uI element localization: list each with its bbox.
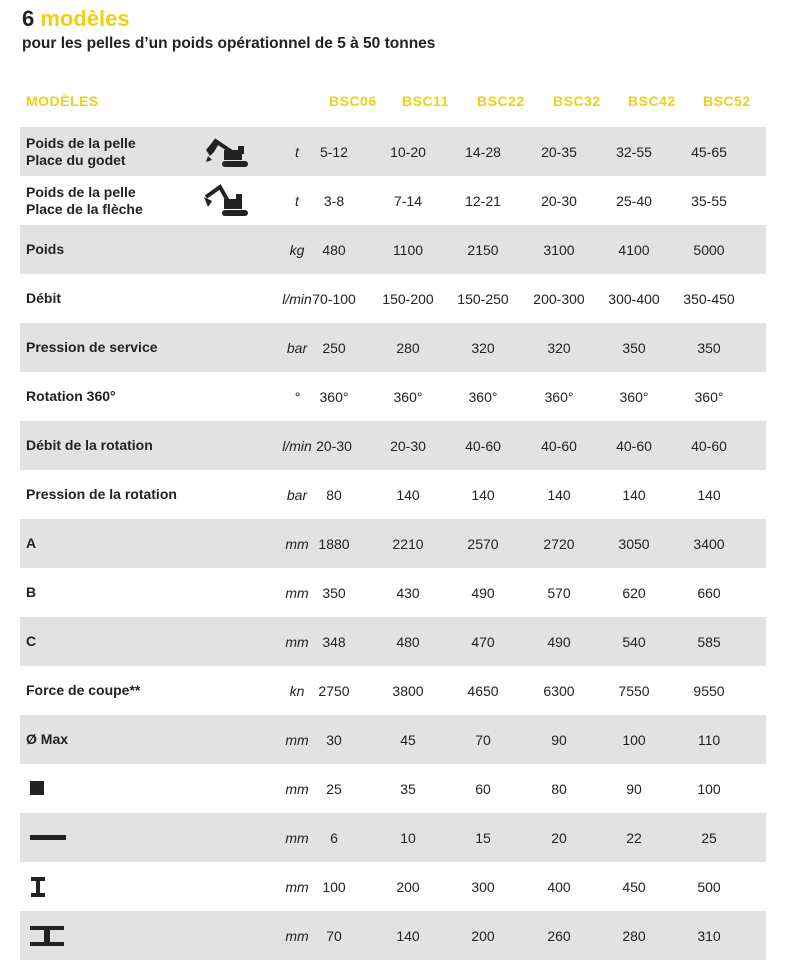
cell-value: 40-60 bbox=[616, 437, 652, 454]
cell-value: 15 bbox=[475, 829, 491, 846]
row-label bbox=[26, 568, 36, 617]
cell-value: 490 bbox=[547, 633, 571, 650]
cell-value: 500 bbox=[697, 878, 721, 895]
cell-value: 25 bbox=[326, 780, 342, 797]
row-label-line: Poids de la pelle bbox=[26, 183, 136, 200]
row-label-line: Place du godet bbox=[26, 151, 126, 168]
row-label-line: C bbox=[26, 633, 37, 649]
row-unit: l/min bbox=[282, 437, 312, 454]
cell-value: 7-14 bbox=[393, 192, 423, 209]
cell-value: 2720 bbox=[543, 535, 575, 552]
row-label-line: Force de coupe** bbox=[26, 682, 141, 698]
header-model: BSC11 bbox=[402, 93, 449, 109]
cell-value: 2750 bbox=[318, 682, 350, 699]
row-label-line: Débit de la rotation bbox=[26, 437, 153, 453]
row-unit: mm bbox=[285, 633, 309, 650]
cell-value: 4100 bbox=[618, 241, 650, 258]
header-model: BSC22 bbox=[477, 93, 525, 109]
cell-value: 1100 bbox=[392, 241, 424, 258]
cell-value: 5-12 bbox=[319, 143, 349, 160]
cell-value: 35-55 bbox=[691, 192, 727, 209]
cell-value: 140 bbox=[547, 486, 571, 503]
cell-value: 100 bbox=[622, 731, 646, 748]
table-row bbox=[20, 225, 766, 274]
row-unit: kn bbox=[289, 682, 305, 699]
cell-value: 20-30 bbox=[316, 437, 352, 454]
cell-value: 660 bbox=[697, 584, 721, 601]
cell-value: 20 bbox=[551, 829, 567, 846]
table-row bbox=[20, 666, 766, 715]
cell-value: 140 bbox=[622, 486, 646, 503]
cell-value: 300-400 bbox=[608, 290, 660, 307]
cell-value: 30 bbox=[326, 731, 342, 748]
table-row bbox=[20, 127, 766, 176]
table-row bbox=[20, 764, 766, 813]
row-label bbox=[26, 127, 136, 176]
cell-value: 360° bbox=[694, 388, 724, 405]
cell-value: 20-35 bbox=[541, 143, 577, 160]
cell-value: 6300 bbox=[543, 682, 575, 699]
header-models-label: MODÈLES bbox=[26, 93, 99, 109]
cell-value: 200-300 bbox=[533, 290, 585, 307]
row-unit: mm bbox=[285, 829, 309, 846]
row-unit: mm bbox=[285, 584, 309, 601]
row-label-line: A bbox=[26, 535, 37, 551]
cell-value: 490 bbox=[471, 584, 495, 601]
cell-value: 350 bbox=[622, 339, 646, 356]
row-unit: l/min bbox=[282, 290, 312, 307]
cell-value: 200 bbox=[396, 878, 420, 895]
cell-value: 90 bbox=[626, 780, 642, 797]
table-row bbox=[20, 862, 766, 911]
cell-value: 20-30 bbox=[541, 192, 577, 209]
cell-value: 5000 bbox=[693, 241, 725, 258]
cell-value: 540 bbox=[622, 633, 646, 650]
cell-value: 360° bbox=[393, 388, 423, 405]
cell-value: 360° bbox=[468, 388, 498, 405]
cell-value: 150-250 bbox=[457, 290, 509, 307]
table-header bbox=[20, 88, 766, 116]
table-row bbox=[20, 911, 766, 960]
cell-value: 40-60 bbox=[465, 437, 501, 454]
header-model: BSC52 bbox=[703, 93, 751, 109]
cell-value: 70 bbox=[326, 927, 342, 944]
row-label-line: Place de la flèche bbox=[26, 200, 143, 217]
row-label bbox=[26, 372, 116, 421]
cell-value: 60 bbox=[475, 780, 491, 797]
header-model: BSC32 bbox=[553, 93, 601, 109]
row-unit: bar bbox=[286, 486, 308, 503]
cell-value: 470 bbox=[471, 633, 495, 650]
h-beam-icon bbox=[28, 911, 68, 960]
cell-value: 3100 bbox=[543, 241, 575, 258]
cell-value: 3400 bbox=[693, 535, 725, 552]
row-label bbox=[26, 470, 177, 519]
table-row bbox=[20, 568, 766, 617]
cell-value: 320 bbox=[547, 339, 571, 356]
row-unit: bar bbox=[286, 339, 308, 356]
row-unit: mm bbox=[285, 535, 309, 552]
page-title bbox=[22, 6, 130, 32]
cell-value: 3800 bbox=[392, 682, 424, 699]
cell-value: 9550 bbox=[693, 682, 725, 699]
cell-value: 10-20 bbox=[390, 143, 426, 160]
row-label bbox=[26, 715, 68, 764]
cell-value: 350 bbox=[697, 339, 721, 356]
row-label bbox=[26, 519, 36, 568]
cell-value: 1880 bbox=[318, 535, 350, 552]
cell-value: 2150 bbox=[467, 241, 499, 258]
cell-value: 450 bbox=[622, 878, 646, 895]
header-model: BSC42 bbox=[628, 93, 676, 109]
row-label-line: Rotation 360° bbox=[26, 388, 116, 404]
row-label-line: Ø Max bbox=[26, 731, 69, 747]
cell-value: 280 bbox=[396, 339, 420, 356]
row-label bbox=[26, 421, 153, 470]
cell-value: 2570 bbox=[467, 535, 499, 552]
cell-value: 10 bbox=[400, 829, 416, 846]
excavator-boom-icon bbox=[202, 181, 252, 221]
row-unit: mm bbox=[285, 731, 309, 748]
cell-value: 40-60 bbox=[541, 437, 577, 454]
header-model: BSC06 bbox=[329, 93, 377, 109]
row-unit: t bbox=[295, 143, 299, 160]
table-row bbox=[20, 372, 766, 421]
cell-value: 260 bbox=[547, 927, 571, 944]
cell-value: 25 bbox=[701, 829, 717, 846]
cell-value: 585 bbox=[697, 633, 721, 650]
cell-value: 200 bbox=[471, 927, 495, 944]
row-unit: t bbox=[295, 192, 299, 209]
cell-value: 70-100 bbox=[312, 290, 356, 307]
cell-value: 100 bbox=[697, 780, 721, 797]
cell-value: 25-40 bbox=[616, 192, 652, 209]
row-unit: ° bbox=[294, 388, 300, 405]
table-row bbox=[20, 813, 766, 862]
cell-value: 400 bbox=[547, 878, 571, 895]
flat-bar-icon bbox=[28, 813, 68, 862]
spec-table bbox=[20, 127, 766, 960]
cell-value: 35 bbox=[400, 780, 416, 797]
cell-value: 570 bbox=[547, 584, 571, 601]
table-row bbox=[20, 470, 766, 519]
table-row bbox=[20, 274, 766, 323]
table-row bbox=[20, 715, 766, 764]
square-bar-icon bbox=[28, 764, 68, 813]
cell-value: 430 bbox=[396, 584, 420, 601]
cell-value: 310 bbox=[697, 927, 721, 944]
row-label bbox=[26, 274, 61, 323]
row-label bbox=[26, 666, 140, 715]
title-word: modèles bbox=[40, 6, 130, 31]
cell-value: 150-200 bbox=[382, 290, 434, 307]
table-row bbox=[20, 617, 766, 666]
cell-value: 350 bbox=[322, 584, 346, 601]
cell-value: 250 bbox=[322, 339, 346, 356]
row-label-line: Poids bbox=[26, 241, 65, 257]
cell-value: 70 bbox=[475, 731, 491, 748]
cell-value: 140 bbox=[697, 486, 721, 503]
cell-value: 6 bbox=[330, 829, 338, 846]
cell-value: 20-30 bbox=[390, 437, 426, 454]
cell-value: 45 bbox=[400, 731, 416, 748]
row-label bbox=[26, 225, 64, 274]
cell-value: 32-55 bbox=[616, 143, 652, 160]
cell-value: 320 bbox=[471, 339, 495, 356]
table-row bbox=[20, 323, 766, 372]
cell-value: 360° bbox=[319, 388, 349, 405]
cell-value: 22 bbox=[626, 829, 642, 846]
row-unit: kg bbox=[289, 241, 305, 258]
cell-value: 3-8 bbox=[323, 192, 345, 209]
cell-value: 3050 bbox=[618, 535, 650, 552]
table-row bbox=[20, 421, 766, 470]
row-label-line: B bbox=[26, 584, 37, 600]
row-unit: mm bbox=[285, 927, 309, 944]
cell-value: 80 bbox=[326, 486, 342, 503]
cell-value: 2210 bbox=[392, 535, 424, 552]
cell-value: 140 bbox=[396, 927, 420, 944]
row-label-line: Poids de la pelle bbox=[26, 134, 136, 151]
cell-value: 4650 bbox=[467, 682, 499, 699]
i-beam-icon bbox=[28, 862, 68, 911]
row-label-line: Débit bbox=[26, 290, 61, 306]
cell-value: 360° bbox=[544, 388, 574, 405]
cell-value: 110 bbox=[697, 731, 721, 748]
cell-value: 12-21 bbox=[465, 192, 501, 209]
cell-value: 480 bbox=[396, 633, 420, 650]
cell-value: 80 bbox=[551, 780, 567, 797]
table-row bbox=[20, 519, 766, 568]
page-subtitle: pour les pelles d’un poids opérationnel de 5 à 50 tonnes bbox=[22, 35, 436, 52]
cell-value: 14-28 bbox=[465, 143, 501, 160]
row-label bbox=[26, 617, 36, 666]
table-row bbox=[20, 176, 766, 225]
cell-value: 7550 bbox=[618, 682, 650, 699]
cell-value: 300 bbox=[471, 878, 495, 895]
cell-value: 140 bbox=[396, 486, 420, 503]
row-label-line: Pression de la rotation bbox=[26, 486, 177, 502]
cell-value: 350-450 bbox=[683, 290, 735, 307]
cell-value: 620 bbox=[622, 584, 646, 601]
cell-value: 140 bbox=[471, 486, 495, 503]
cell-value: 480 bbox=[322, 241, 346, 258]
title-number: 6 bbox=[22, 6, 35, 31]
row-unit: mm bbox=[285, 878, 309, 895]
cell-value: 348 bbox=[322, 633, 346, 650]
cell-value: 40-60 bbox=[691, 437, 727, 454]
row-unit: mm bbox=[285, 780, 309, 797]
cell-value: 100 bbox=[322, 878, 346, 895]
row-label bbox=[26, 323, 158, 372]
row-label-line: Pression de service bbox=[26, 339, 158, 355]
excavator-bucket-icon bbox=[202, 132, 252, 172]
row-label bbox=[26, 176, 143, 225]
cell-value: 360° bbox=[619, 388, 649, 405]
cell-value: 90 bbox=[551, 731, 567, 748]
cell-value: 280 bbox=[622, 927, 646, 944]
cell-value: 45-65 bbox=[691, 143, 727, 160]
